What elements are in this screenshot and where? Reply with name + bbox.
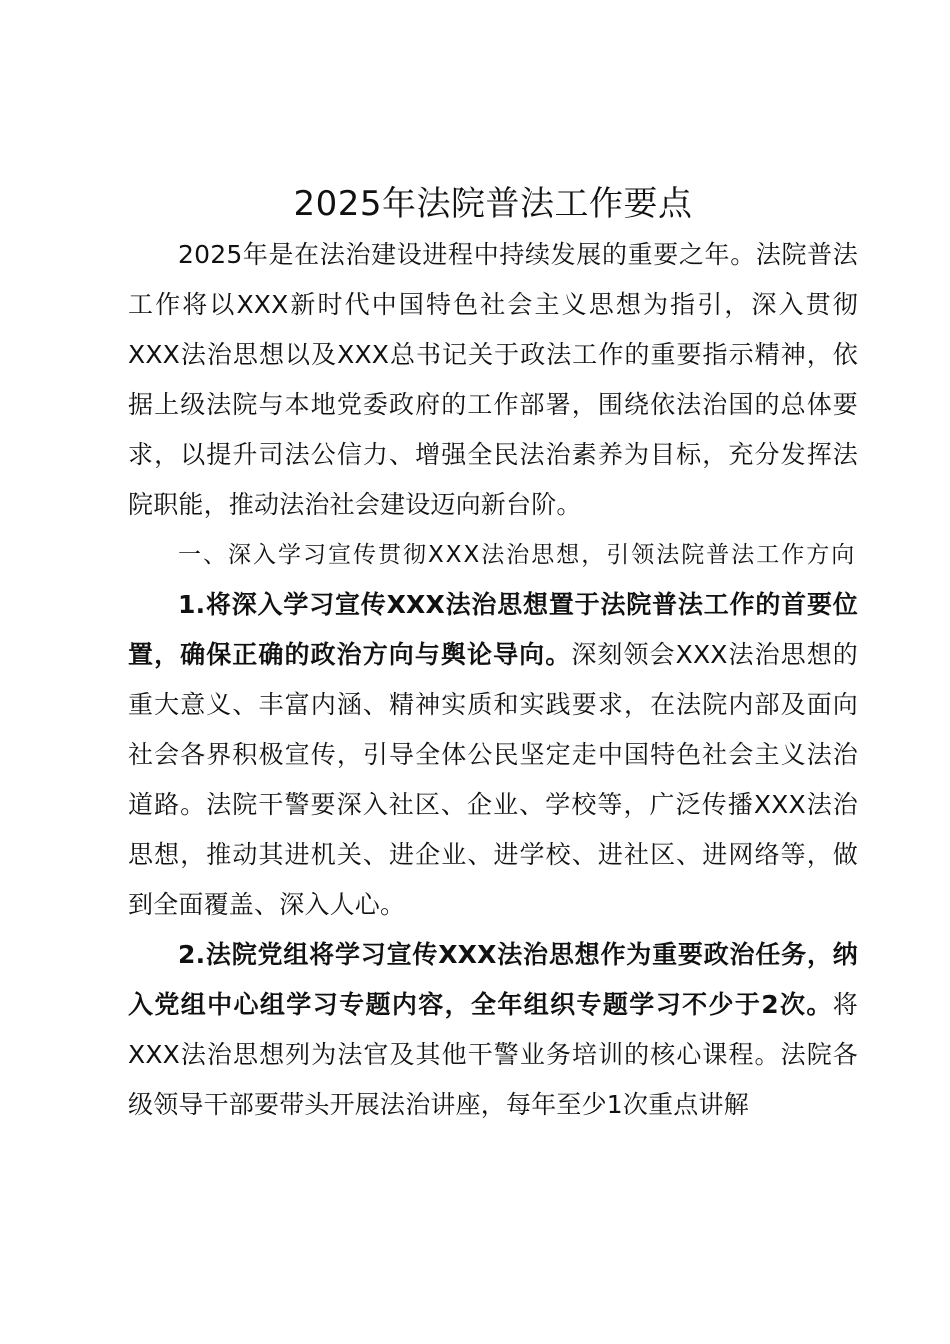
- item-1-body: 深刻领会XXX法治思想的重大意义、丰富内涵、精神实质和实践要求，在法院内部及面向社会各界积极宣传，引导全体公民坚定走中国特色社会主义法治道路。法院干警要深入社区、企业、学校等，广泛传播XXX法治思想，推动其进机关、进企业、进学校、进社区、进网络等，做到全面覆盖、深入人心。: [128, 640, 859, 919]
- intro-paragraph: 2025年是在法治建设进程中持续发展的重要之年。法院普法工作将以XXX新时代中国特色社会主义思想为指引，深入贯彻XXX法治思想以及XXX总书记关于政法工作的重要指示精神，依据上级法院与本地党委政府的工作部署，围绕依法治国的总体要求，以提升司法公信力、增强全民法治素养为目标，充分发挥法院职能，推动法治社会建设迈向新台阶。: [128, 240, 858, 519]
- section-1-heading: 一、深入学习宣传贯彻XXX法治思想，引领法院普法工作方向: [178, 542, 857, 568]
- item-1-paragraph: [128, 580, 858, 930]
- item-2-paragraph: [128, 930, 858, 1130]
- item-1-lead: 1.将深入学习宣传XXX法治思想置于法院普法工作的首要位置，确保正确的政治方向与舆论导向。: [128, 590, 858, 669]
- item-2-body: 将XXX法治思想列为法官及其他干警业务培训的核心课程。法院各级领导干部要带头开展法治讲座，每年至少1次重点讲解: [128, 990, 858, 1119]
- document-page: [128, 180, 858, 1130]
- item-2-lead: 2.法院党组将学习宣传XXX法治思想作为重要政治任务，纳入党组中心组学习专题内容，全年组织专题学习不少于2次。: [128, 940, 858, 1019]
- document-title: 2025年法院普法工作要点: [293, 184, 693, 224]
